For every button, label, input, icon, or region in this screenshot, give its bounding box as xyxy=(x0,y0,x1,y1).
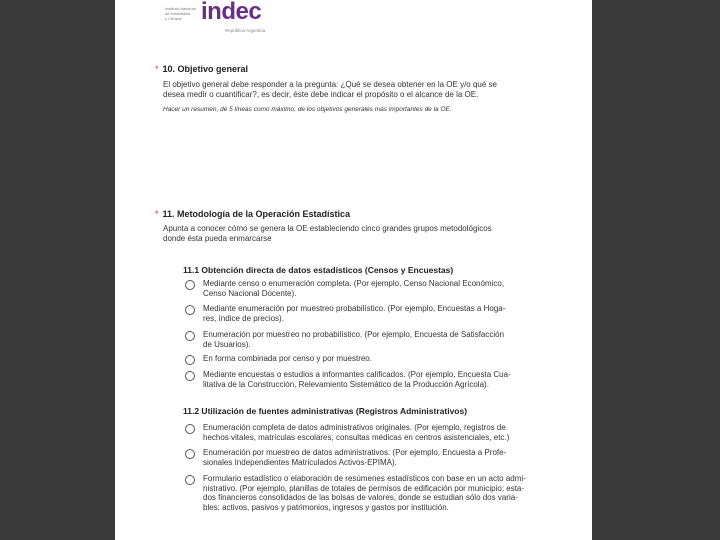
radio-button[interactable] xyxy=(185,355,195,365)
logo-subtitle: República Argentina xyxy=(225,28,266,33)
radio-button[interactable] xyxy=(185,449,195,459)
section-11-description: Apunta a conocer cómo se genera la OE estableciendo cinco grandes grupos metodológicos donde ésta pueda enmarcarse xyxy=(163,224,492,243)
option-label: Formulario estadístico o elaboración de resúmenes estadísticos con base en un acto admi- nistrativo. (Por ejemplo, planillas de totales de permisos de edificación por municipio; esta- dos financieros consolidados de las bolsas de valores, donde se estudian sólo dos varia- bles: activos, pasivos y patrimonios, ingresos y gastos por institución. xyxy=(203,474,526,512)
radio-button[interactable] xyxy=(185,331,195,341)
section-10-description: El objetivo general debe responder a la pregunta: ¿Qué se desea obtener en la OE y/o qué se desea medir o cuantificar?, es decir, éste debe indicar el propósito o el alcance de la OE. xyxy=(163,80,497,99)
logo-wordmark: indec xyxy=(201,0,262,25)
option-label: Mediante encuestas o estudios a informantes calificados. (Por ejemplo, Encuesta Cua- litativa de la Construcción, Relevamiento Sistemático de la Producción Agrícola). xyxy=(203,370,511,389)
option-label: Mediante enumeración por muestreo probabilístico. (Por ejemplo, Encuestas a Hoga- res, índice de precios). xyxy=(203,304,506,323)
section-10-note: Hacer un resumen, de 5 líneas como máximo, de los objetivos generales más importantes de la OE. xyxy=(163,106,452,113)
document-page xyxy=(115,0,592,540)
required-marker: * xyxy=(155,64,159,74)
radio-button[interactable] xyxy=(185,424,195,434)
subsection-11-2-title: 11.2 Utilización de fuentes administrativas (Registros Administrativos) xyxy=(183,406,468,416)
logo-institution-text: Instituto Nacional de Estadística y Censos xyxy=(165,6,196,21)
radio-button[interactable] xyxy=(185,305,195,315)
option-label: Mediante censo o enumeración completa. (Por ejemplo, Censo Nacional Económico, Censo Nacional Docente). xyxy=(203,279,505,298)
section-11-title: * 11. Metodología de la Operación Estadística xyxy=(155,209,351,219)
subsection-11-1-title: 11.1 Obtención directa de datos estadísticos (Censos y Encuestas) xyxy=(183,265,454,275)
radio-button[interactable] xyxy=(185,371,195,381)
option-label: Enumeración completa de datos administrativos originales. (Por ejemplo, registros de hechos vitales, matrículas escolares, consultas médicas en centros asistenciales, etc.) xyxy=(203,423,510,442)
option-label: Enumeración por muestreo no probabilístico. (Por ejemplo, Encuesta de Satisfacción de Usuarios). xyxy=(203,330,505,349)
option-label: En forma combinada por censo y por muestreo. xyxy=(203,354,372,363)
radio-button[interactable] xyxy=(185,280,195,290)
option-label: Enumeración por muestreo de datos administrativos. (Por ejemplo, Encuesta a Profe- sionales Independientes Matriculados Activos-EPIMA). xyxy=(203,448,507,467)
radio-button[interactable] xyxy=(185,475,195,485)
required-marker: * xyxy=(155,209,159,219)
section-10-title: * 10. Objetivo general xyxy=(155,64,249,74)
